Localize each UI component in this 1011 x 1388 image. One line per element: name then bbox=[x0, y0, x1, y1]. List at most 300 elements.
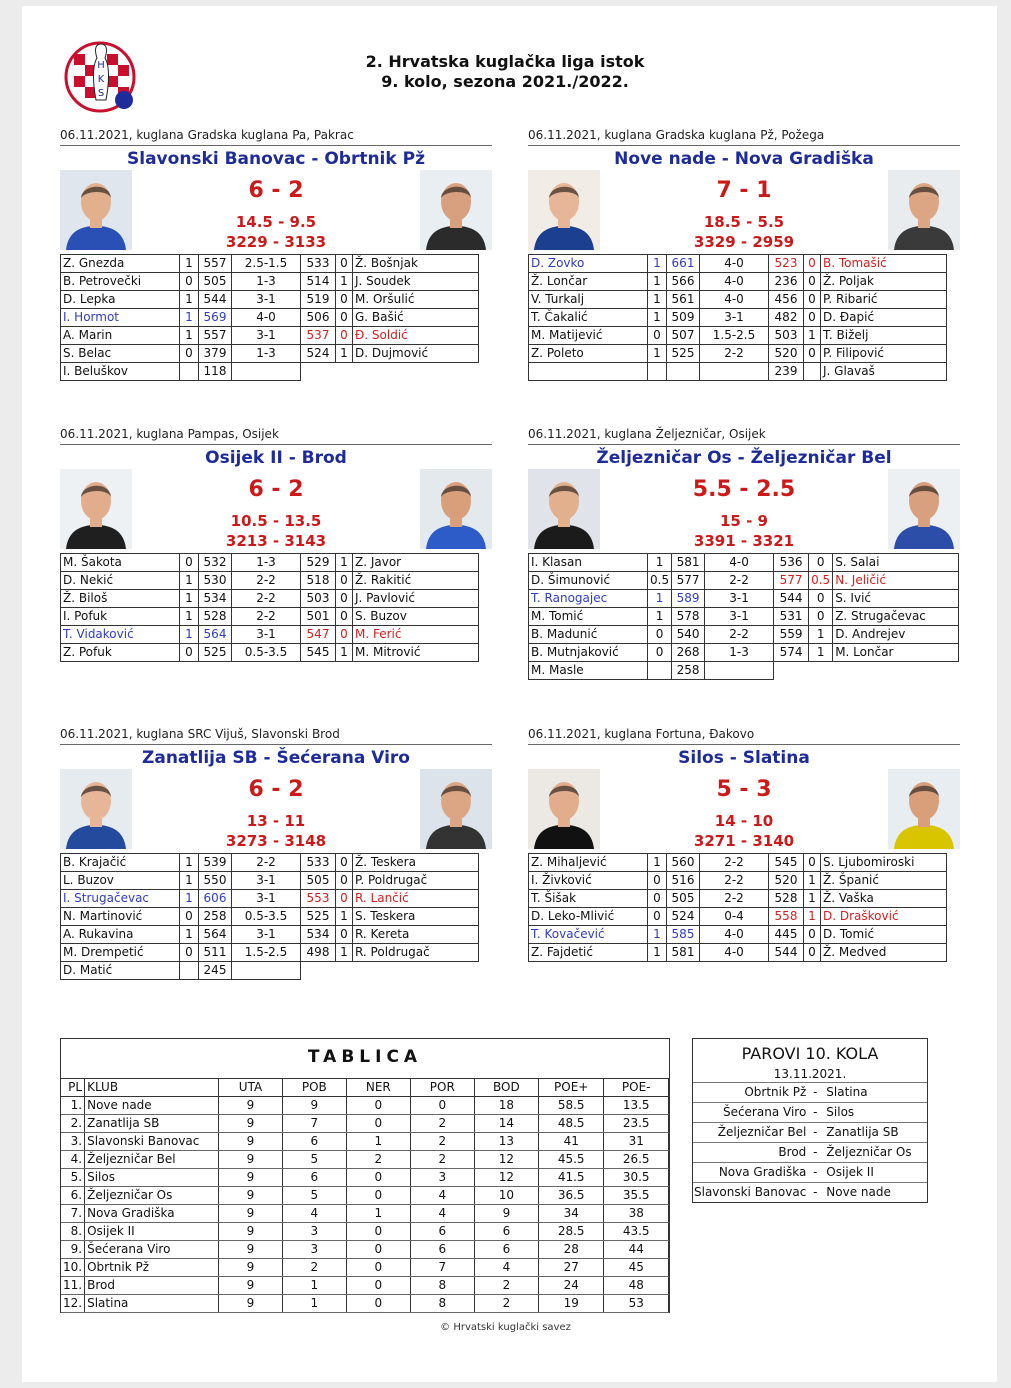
home-player-photo bbox=[60, 769, 132, 849]
set-result: 3-1 bbox=[232, 327, 301, 345]
match-sets: 14 - 10 bbox=[714, 812, 774, 830]
standings-header-cell: UTA bbox=[219, 1079, 283, 1097]
home-player-photo bbox=[60, 469, 132, 549]
away-points: 0 bbox=[804, 854, 821, 872]
away-pins: 482 bbox=[769, 309, 804, 327]
standings-value: 44 bbox=[604, 1241, 669, 1259]
player-row bbox=[529, 309, 947, 327]
pair-row bbox=[693, 1103, 927, 1123]
home-pins: 578 bbox=[672, 608, 705, 626]
standings-value: 26.5 bbox=[604, 1151, 669, 1169]
standings-club: Nova Gradiška bbox=[85, 1205, 219, 1223]
substitute-row bbox=[61, 363, 479, 381]
player-row bbox=[61, 926, 479, 944]
standings-row bbox=[61, 1277, 669, 1295]
player-row bbox=[61, 255, 479, 273]
standings-club: Brod bbox=[85, 1277, 219, 1295]
home-pins: 258 bbox=[199, 908, 232, 926]
standings-value: 0 bbox=[346, 1241, 410, 1259]
match-score: 6 - 2 bbox=[248, 477, 304, 502]
empty-cell bbox=[648, 363, 667, 381]
home-player-name: M. Matijević bbox=[529, 327, 648, 345]
set-result: 0-4 bbox=[700, 908, 769, 926]
standings-title: TABLICA bbox=[307, 1047, 423, 1067]
home-points: 0 bbox=[180, 345, 199, 363]
away-pins: 525 bbox=[301, 908, 336, 926]
standings-value: 3 bbox=[282, 1241, 346, 1259]
away-player-name: M. Ferić bbox=[353, 626, 479, 644]
standings-value: 0 bbox=[346, 1187, 410, 1205]
home-player-name: Z. Fajdetić bbox=[529, 944, 648, 962]
home-pins: 566 bbox=[667, 273, 700, 291]
home-player-name: Z. Gnezda bbox=[61, 255, 180, 273]
away-points: 0 bbox=[804, 255, 821, 273]
home-player-name: I. Pofuk bbox=[61, 608, 180, 626]
match-block bbox=[528, 128, 960, 398]
home-pins: 581 bbox=[672, 554, 705, 572]
pair-home: Šećerana Viro bbox=[693, 1103, 810, 1123]
away-player-name: R. Poldrugač bbox=[353, 944, 479, 962]
standings-header-cell: POE- bbox=[604, 1079, 669, 1097]
standings-value: 14 bbox=[474, 1115, 538, 1133]
home-points: 1 bbox=[648, 926, 667, 944]
player-row bbox=[61, 908, 479, 926]
pair-away: Silos bbox=[820, 1103, 927, 1123]
player-row bbox=[529, 554, 959, 572]
away-pins: 523 bbox=[769, 255, 804, 273]
player-results bbox=[528, 553, 959, 680]
player-results bbox=[60, 853, 479, 980]
match-pins: 3329 - 2959 bbox=[693, 233, 795, 251]
empty-cell bbox=[700, 363, 769, 381]
standings-value: 2 bbox=[282, 1259, 346, 1277]
away-pins: 545 bbox=[301, 644, 336, 662]
standings-row bbox=[61, 1151, 669, 1169]
match-info: 06.11.2021, kuglana Gradska kuglana Pa, Pakrac bbox=[60, 128, 354, 142]
home-player-name: B. Petrovečki bbox=[61, 273, 180, 291]
home-player-name: T. Kovačević bbox=[529, 926, 648, 944]
match-pins: 3391 - 3321 bbox=[693, 532, 795, 550]
away-player-name: T. Biželj bbox=[821, 327, 947, 345]
empty-cell bbox=[232, 363, 301, 381]
pair-dash: - bbox=[810, 1103, 820, 1123]
home-pins: 585 bbox=[667, 926, 700, 944]
away-pins: 528 bbox=[769, 890, 804, 908]
away-player-name: Ž. Poljak bbox=[821, 273, 947, 291]
away-points: 0 bbox=[336, 890, 353, 908]
set-result: 4-0 bbox=[705, 554, 774, 572]
home-player-name: A. Marin bbox=[61, 327, 180, 345]
away-points: 1 bbox=[336, 944, 353, 962]
standings-value: 8. bbox=[61, 1223, 85, 1241]
player-row bbox=[529, 327, 947, 345]
substitute-row bbox=[529, 662, 959, 680]
home-player-name: Ž. Lončar bbox=[529, 273, 648, 291]
match-block bbox=[528, 727, 960, 997]
standings-value: 41 bbox=[539, 1133, 604, 1151]
player-results bbox=[60, 553, 479, 662]
home-pins: 569 bbox=[199, 309, 232, 327]
home-points: 1 bbox=[180, 590, 199, 608]
home-points: 1 bbox=[180, 926, 199, 944]
standings-value: 6 bbox=[474, 1241, 538, 1259]
away-points: 0 bbox=[804, 309, 821, 327]
standings-value: 2 bbox=[410, 1151, 474, 1169]
standings-value: 53 bbox=[604, 1295, 669, 1313]
set-result: 2-2 bbox=[700, 345, 769, 363]
pair-row bbox=[693, 1123, 927, 1143]
away-player-photo bbox=[420, 170, 492, 250]
divider bbox=[528, 444, 960, 445]
home-points: 1 bbox=[180, 255, 199, 273]
player-row bbox=[529, 608, 959, 626]
standings-value: 10. bbox=[61, 1259, 85, 1277]
home-points: 0 bbox=[180, 644, 199, 662]
standings-value: 4 bbox=[410, 1205, 474, 1223]
away-pins: 547 bbox=[301, 626, 336, 644]
home-points: 1 bbox=[648, 255, 667, 273]
next-round-title: PAROVI 10. KOLA bbox=[741, 1044, 879, 1063]
away-points: 0 bbox=[804, 273, 821, 291]
home-player-name: N. Martinović bbox=[61, 908, 180, 926]
standings-header bbox=[61, 1079, 669, 1097]
home-points: 1 bbox=[648, 309, 667, 327]
standings-club: Šećerana Viro bbox=[85, 1241, 219, 1259]
home-pins: 544 bbox=[199, 291, 232, 309]
away-points: 1 bbox=[336, 273, 353, 291]
away-player-name: R. Kereta bbox=[353, 926, 479, 944]
away-pins: 529 bbox=[301, 554, 336, 572]
player-row bbox=[529, 291, 947, 309]
empty-cell bbox=[804, 363, 821, 381]
match-teams: Nove nade - Nova Gradiška bbox=[614, 149, 874, 169]
player-row bbox=[529, 572, 959, 590]
standings-value: 38 bbox=[604, 1205, 669, 1223]
away-player-name: Ž. Teskera bbox=[353, 854, 479, 872]
empty-cell bbox=[667, 363, 700, 381]
away-pins: 520 bbox=[769, 872, 804, 890]
home-player-name: I. Strugačevac bbox=[61, 890, 180, 908]
away-points: 0 bbox=[336, 572, 353, 590]
match-pins: 3213 - 3143 bbox=[225, 532, 327, 550]
away-points: 0 bbox=[336, 590, 353, 608]
standings-value: 2 bbox=[474, 1277, 538, 1295]
away-points: 0 bbox=[336, 872, 353, 890]
standings-value: 13 bbox=[474, 1133, 538, 1151]
home-points: 1 bbox=[648, 590, 672, 608]
away-player-photo bbox=[420, 469, 492, 549]
player-row bbox=[529, 626, 959, 644]
player-row bbox=[61, 554, 479, 572]
set-result: 1.5-2.5 bbox=[232, 944, 301, 962]
standings-club: Silos bbox=[85, 1169, 219, 1187]
set-result: 2-2 bbox=[700, 872, 769, 890]
empty-cell bbox=[809, 662, 833, 680]
standings-value: 18 bbox=[474, 1097, 538, 1115]
next-round-date: 13.11.2021. bbox=[773, 1067, 847, 1081]
substitute-pins: 245 bbox=[199, 962, 232, 980]
home-player-name: B. Krajačić bbox=[61, 854, 180, 872]
standings-value: 7 bbox=[282, 1115, 346, 1133]
standings-value: 27 bbox=[539, 1259, 604, 1277]
match-teams: Željezničar Os - Željezničar Bel bbox=[596, 448, 892, 468]
away-points: 1 bbox=[336, 554, 353, 572]
substitute-pins: 258 bbox=[672, 662, 705, 680]
match-block bbox=[60, 128, 492, 398]
home-player-name: L. Buzov bbox=[61, 872, 180, 890]
standings-value: 9 bbox=[219, 1205, 283, 1223]
standings-value: 9 bbox=[219, 1133, 283, 1151]
standings-row bbox=[61, 1295, 669, 1313]
away-pins: 553 bbox=[301, 890, 336, 908]
away-player-name: J. Soudek bbox=[353, 273, 479, 291]
set-result: 3-1 bbox=[232, 926, 301, 944]
standings-value: 36.5 bbox=[539, 1187, 604, 1205]
away-points: 0 bbox=[809, 590, 833, 608]
standings-value: 9 bbox=[219, 1259, 283, 1277]
away-pins: 577 bbox=[774, 572, 809, 590]
standings-value: 9 bbox=[219, 1241, 283, 1259]
away-player-name: S. Ljubomiroski bbox=[821, 854, 947, 872]
away-points: 0 bbox=[336, 255, 353, 273]
substitute-row bbox=[529, 363, 947, 381]
away-player-photo bbox=[888, 469, 960, 549]
standings-value: 6. bbox=[61, 1187, 85, 1205]
away-player-name: S. Salai bbox=[833, 554, 959, 572]
pair-away: Nove nade bbox=[820, 1183, 927, 1203]
away-points: 1 bbox=[336, 908, 353, 926]
home-pins: 524 bbox=[667, 908, 700, 926]
home-pins: 539 bbox=[199, 854, 232, 872]
home-points: 0 bbox=[648, 872, 667, 890]
home-player-name: T. Šišak bbox=[529, 890, 648, 908]
substitute-name: I. Beluškov bbox=[61, 363, 180, 381]
away-points: 0 bbox=[336, 291, 353, 309]
player-row bbox=[61, 327, 479, 345]
pair-home: Nova Gradiška bbox=[693, 1163, 810, 1183]
pair-dash: - bbox=[810, 1143, 820, 1163]
home-player-name: T. Vidaković bbox=[61, 626, 180, 644]
match-score: 7 - 1 bbox=[716, 178, 772, 203]
standings-value: 1 bbox=[346, 1133, 410, 1151]
away-pins: 531 bbox=[774, 608, 809, 626]
standings-value: 23.5 bbox=[604, 1115, 669, 1133]
standings-value: 2 bbox=[410, 1133, 474, 1151]
standings-value: 5 bbox=[282, 1187, 346, 1205]
away-player-name: R. Lančić bbox=[353, 890, 479, 908]
pair-row bbox=[693, 1083, 927, 1103]
away-points: 0 bbox=[804, 291, 821, 309]
away-pins: 445 bbox=[769, 926, 804, 944]
home-player-name: A. Rukavina bbox=[61, 926, 180, 944]
divider bbox=[60, 145, 492, 146]
standings-table bbox=[60, 1038, 670, 1313]
pair-away: Osijek II bbox=[820, 1163, 927, 1183]
standings-club: Slatina bbox=[85, 1295, 219, 1313]
set-result: 3-1 bbox=[232, 291, 301, 309]
away-points: 1 bbox=[809, 626, 833, 644]
copyright-footer: © Hrvatski kuglački savez bbox=[440, 1322, 571, 1333]
player-row bbox=[61, 345, 479, 363]
match-info: 06.11.2021, kuglana Pampas, Osijek bbox=[60, 427, 279, 441]
standings-value: 3 bbox=[410, 1169, 474, 1187]
away-player-name: S. Buzov bbox=[353, 608, 479, 626]
away-player-name: D. Tomić bbox=[821, 926, 947, 944]
set-result: 4-0 bbox=[700, 255, 769, 273]
away-player-name: M. Oršulić bbox=[353, 291, 479, 309]
away-player-photo bbox=[420, 769, 492, 849]
home-player-name: T. Čakalić bbox=[529, 309, 648, 327]
pair-away: Slatina bbox=[820, 1083, 927, 1103]
set-result: 4-0 bbox=[232, 309, 301, 327]
home-points: 1 bbox=[180, 327, 199, 345]
match-pins: 3273 - 3148 bbox=[225, 832, 327, 850]
standings-value: 19 bbox=[539, 1295, 604, 1313]
standings-value: 9 bbox=[219, 1097, 283, 1115]
empty-cell bbox=[353, 363, 479, 381]
home-pins: 550 bbox=[199, 872, 232, 890]
set-result: 3-1 bbox=[232, 872, 301, 890]
player-row bbox=[61, 273, 479, 291]
away-pins: 574 bbox=[774, 644, 809, 662]
standings-value: 34 bbox=[539, 1205, 604, 1223]
home-points: 0 bbox=[180, 944, 199, 962]
home-pins: 505 bbox=[667, 890, 700, 908]
away-pins: 520 bbox=[769, 345, 804, 363]
home-points: 1 bbox=[180, 608, 199, 626]
home-pins: 379 bbox=[199, 345, 232, 363]
standings-value: 48.5 bbox=[539, 1115, 604, 1133]
standings-row bbox=[61, 1223, 669, 1241]
empty-cell bbox=[301, 363, 336, 381]
away-pins: 518 bbox=[301, 572, 336, 590]
away-player-name: M. Mitrović bbox=[353, 644, 479, 662]
standings-value: 4 bbox=[410, 1187, 474, 1205]
away-points: 0 bbox=[336, 327, 353, 345]
standings-club: Zanatlija SB bbox=[85, 1115, 219, 1133]
standings-value: 2. bbox=[61, 1115, 85, 1133]
set-result: 2-2 bbox=[232, 572, 301, 590]
pair-dash: - bbox=[810, 1083, 820, 1103]
home-pins: 268 bbox=[672, 644, 705, 662]
away-points: 0 bbox=[809, 554, 833, 572]
set-result: 2-2 bbox=[700, 890, 769, 908]
standings-value: 2 bbox=[474, 1295, 538, 1313]
pair-row bbox=[693, 1143, 927, 1163]
home-points: 1 bbox=[180, 291, 199, 309]
home-points: 0 bbox=[180, 554, 199, 572]
pair-home: Željezničar Bel bbox=[693, 1123, 810, 1143]
away-points: 0 bbox=[809, 608, 833, 626]
set-result: 1-3 bbox=[232, 554, 301, 572]
player-row bbox=[529, 273, 947, 291]
away-player-name: Ž. Medved bbox=[821, 944, 947, 962]
standings-value: 9 bbox=[219, 1151, 283, 1169]
player-row bbox=[61, 890, 479, 908]
standings-value: 6 bbox=[410, 1223, 474, 1241]
away-points: 1 bbox=[804, 327, 821, 345]
standings-value: 5. bbox=[61, 1169, 85, 1187]
svg-text:S: S bbox=[97, 88, 105, 99]
away-pins: 456 bbox=[769, 291, 804, 309]
substitute-name: M. Masle bbox=[529, 662, 648, 680]
home-pins: 564 bbox=[199, 626, 232, 644]
standings-value: 0 bbox=[346, 1277, 410, 1295]
away-player-name: D. Andrejev bbox=[833, 626, 959, 644]
home-pins: 540 bbox=[672, 626, 705, 644]
home-points: 1 bbox=[180, 626, 199, 644]
standings-value: 9 bbox=[219, 1295, 283, 1313]
home-player-name: Ž. Biloš bbox=[61, 590, 180, 608]
home-pins: 564 bbox=[199, 926, 232, 944]
away-pins: 505 bbox=[301, 872, 336, 890]
standings-value: 9 bbox=[219, 1277, 283, 1295]
set-result: 4-0 bbox=[700, 273, 769, 291]
away-player-name: G. Bašić bbox=[353, 309, 479, 327]
match-info: 06.11.2021, kuglana Željezničar, Osijek bbox=[528, 427, 766, 441]
away-player-name: J. Pavlović bbox=[353, 590, 479, 608]
home-pins: 557 bbox=[199, 327, 232, 345]
player-row bbox=[61, 309, 479, 327]
standings-value: 45.5 bbox=[539, 1151, 604, 1169]
standings-club: Obrtnik Pž bbox=[85, 1259, 219, 1277]
away-player-photo bbox=[888, 170, 960, 250]
away-player-name: Đ. Soldić bbox=[353, 327, 479, 345]
match-score: 5 - 3 bbox=[716, 777, 772, 802]
home-player-name: S. Belac bbox=[61, 345, 180, 363]
standings-header-cell: POR bbox=[410, 1079, 474, 1097]
away-pins: 544 bbox=[774, 590, 809, 608]
standings-value: 1 bbox=[282, 1277, 346, 1295]
set-result: 0.5-3.5 bbox=[232, 644, 301, 662]
standings-value: 8 bbox=[410, 1295, 474, 1313]
standings-value: 35.5 bbox=[604, 1187, 669, 1205]
match-pins: 3229 - 3133 bbox=[225, 233, 327, 251]
home-player-name: I. Živković bbox=[529, 872, 648, 890]
set-result: 3-1 bbox=[705, 608, 774, 626]
set-result: 3-1 bbox=[232, 890, 301, 908]
away-points: 0 bbox=[336, 309, 353, 327]
home-player-name: M. Tomić bbox=[529, 608, 648, 626]
home-pins: 561 bbox=[667, 291, 700, 309]
away-player-photo bbox=[888, 769, 960, 849]
away-player-name: Ž. Rakitić bbox=[353, 572, 479, 590]
pair-away: Željezničar Os bbox=[820, 1143, 927, 1163]
home-points: 0 bbox=[648, 908, 667, 926]
pair-away: Zanatlija SB bbox=[820, 1123, 927, 1143]
home-pins: 534 bbox=[199, 590, 232, 608]
away-pins: 533 bbox=[301, 255, 336, 273]
standings-value: 43.5 bbox=[604, 1223, 669, 1241]
pair-row bbox=[693, 1183, 927, 1203]
away-player-name: D. Đapić bbox=[821, 309, 947, 327]
home-points: 0.5 bbox=[648, 572, 672, 590]
home-pins: 509 bbox=[667, 309, 700, 327]
away-pins: 558 bbox=[769, 908, 804, 926]
away-player-name: Ž. Vaška bbox=[821, 890, 947, 908]
set-result: 2-2 bbox=[232, 854, 301, 872]
match-pins: 3271 - 3140 bbox=[693, 832, 795, 850]
standings-club: Nove nade bbox=[85, 1097, 219, 1115]
home-points: 1 bbox=[180, 890, 199, 908]
standings-header-cell: POB bbox=[282, 1079, 346, 1097]
home-player-name: B. Mutnjaković bbox=[529, 644, 648, 662]
standings-header-cell: BOD bbox=[474, 1079, 538, 1097]
set-result: 2-2 bbox=[705, 626, 774, 644]
away-pins: 544 bbox=[769, 944, 804, 962]
away-points: 0 bbox=[804, 944, 821, 962]
away-player-name: P. Ribarić bbox=[821, 291, 947, 309]
